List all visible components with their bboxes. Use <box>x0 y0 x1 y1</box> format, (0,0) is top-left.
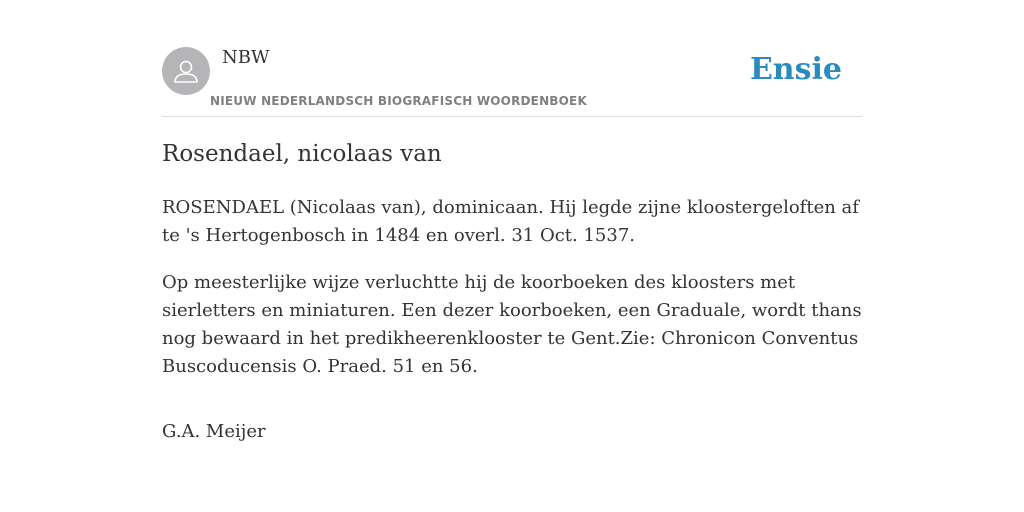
source-full-name[interactable]: NIEUW NEDERLANDSCH BIOGRAFISCH WOORDENBOEK <box>210 94 587 108</box>
source-abbreviation[interactable]: NBW <box>222 47 270 68</box>
brand-logo[interactable]: Ensie <box>749 52 842 87</box>
entry-title: Rosendael, nicolaas van <box>162 141 442 167</box>
entry-paragraph: ROSENDAEL (Nicolaas van), dominicaan. Hij legde zijne kloostergeloften af te 's Hertogenbosch in 1484 en overl. 31 Oct. 1537. <box>162 197 859 246</box>
user-icon <box>162 47 210 95</box>
source-header <box>162 40 862 117</box>
entry-author: G.A. Meijer <box>162 421 266 442</box>
entry-content <box>162 138 862 446</box>
entry-paragraph: Op meesterlijke wijze verluchtte hij de koorboeken des kloosters met sierletters en miniaturen. Een dezer koorboeken, een Graduale, wordt thans nog bewaard in het predikheerenklooster te Gent.Zie: Chronicon Conventus Buscoducensis O. Praed. 51 en 56. <box>162 272 862 377</box>
